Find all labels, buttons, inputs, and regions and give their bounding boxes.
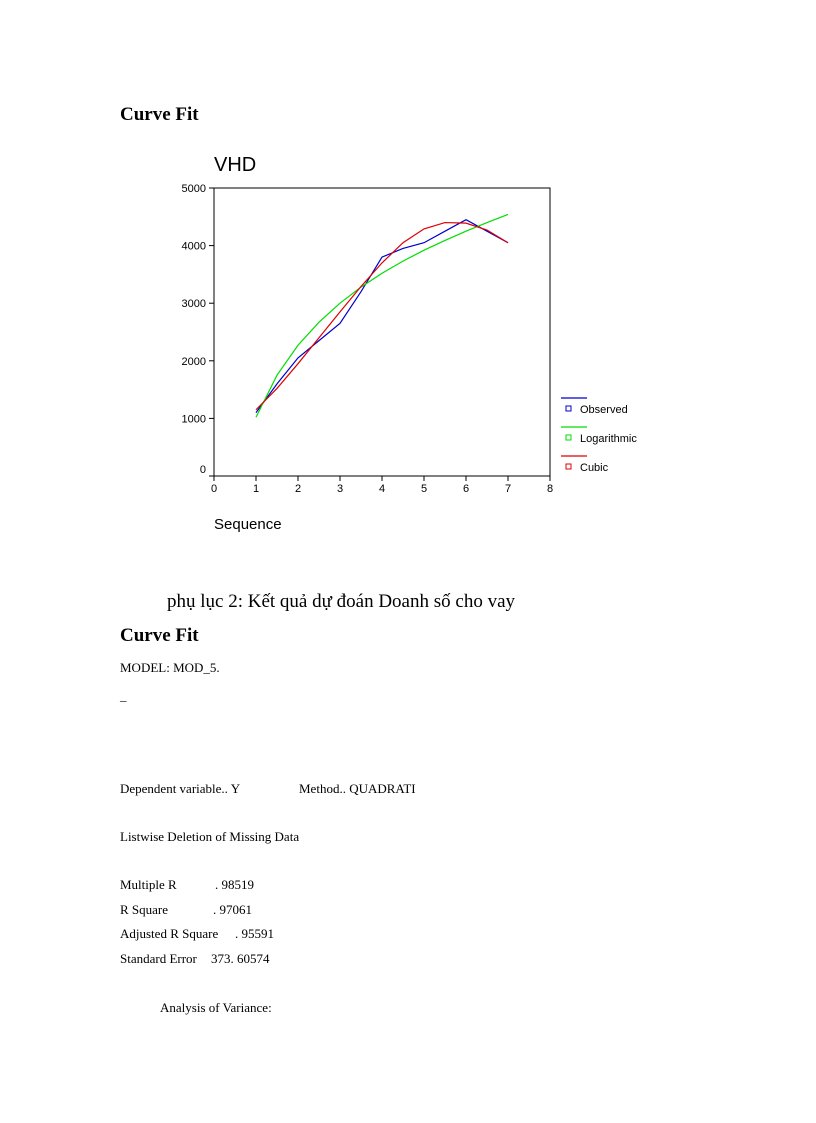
anova-heading: Analysis of Variance: (160, 1000, 272, 1015)
method: Method.. QUADRATI (299, 781, 416, 796)
x-tick-label: 1 (252, 483, 260, 495)
section-heading: Curve Fit (120, 104, 199, 125)
stat-row (120, 877, 254, 893)
series-line-logarithmic (256, 214, 508, 417)
legend-marker (566, 435, 571, 440)
series-line-cubic (256, 223, 508, 410)
stat-value: . 97061 (213, 902, 252, 917)
y-tick-label: 0 (199, 464, 206, 476)
x-tick-label: 0 (210, 483, 218, 495)
legend-label: Cubic (580, 462, 609, 474)
legend-marker (566, 406, 571, 411)
chart-title: VHD (214, 154, 257, 176)
y-tick-label: 1000 (181, 413, 206, 426)
stat-value: 373. 60574 (211, 951, 270, 966)
appendix-caption: phụ lục 2: Kết quả dự đoán Doanh số cho vay (167, 591, 516, 612)
model-line: MODEL: MOD_5. (120, 660, 220, 675)
series-line-observed (256, 220, 508, 413)
x-tick-label: 6 (462, 483, 470, 495)
legend-marker (566, 464, 571, 469)
x-axis-label: Sequence (214, 516, 282, 533)
separator-dash: _ (120, 688, 127, 703)
y-tick-label: 5000 (181, 183, 206, 195)
x-tick-label: 8 (546, 483, 554, 495)
section-heading-2: Curve Fit (120, 625, 199, 646)
plot-frame (214, 188, 550, 476)
y-tick-label: 3000 (181, 298, 206, 311)
stat-label: Adjusted R Square (120, 926, 219, 941)
stat-label: Standard Error (120, 951, 197, 966)
stat-row (120, 902, 252, 918)
stat-row (120, 951, 270, 967)
stat-row (120, 926, 274, 942)
y-tick-label: 2000 (181, 355, 206, 368)
x-tick-label: 5 (420, 483, 428, 495)
stat-label: R Square (120, 902, 169, 917)
stat-value: . 95591 (235, 926, 274, 941)
x-tick-label: 4 (378, 483, 386, 495)
x-tick-label: 7 (504, 483, 512, 495)
legend-label: Logarithmic (580, 433, 637, 445)
x-tick-label: 3 (336, 483, 344, 495)
stat-label: Multiple R (120, 877, 177, 892)
legend-label: Observed (580, 404, 628, 416)
y-tick-label: 4000 (181, 240, 206, 253)
listwise-line: Listwise Deletion of Missing Data (120, 829, 300, 844)
dependent-variable: Dependent variable.. Y (120, 781, 241, 796)
stat-value: . 98519 (215, 877, 254, 892)
x-tick-label: 2 (294, 483, 302, 495)
curve-fit-chart (150, 145, 637, 545)
